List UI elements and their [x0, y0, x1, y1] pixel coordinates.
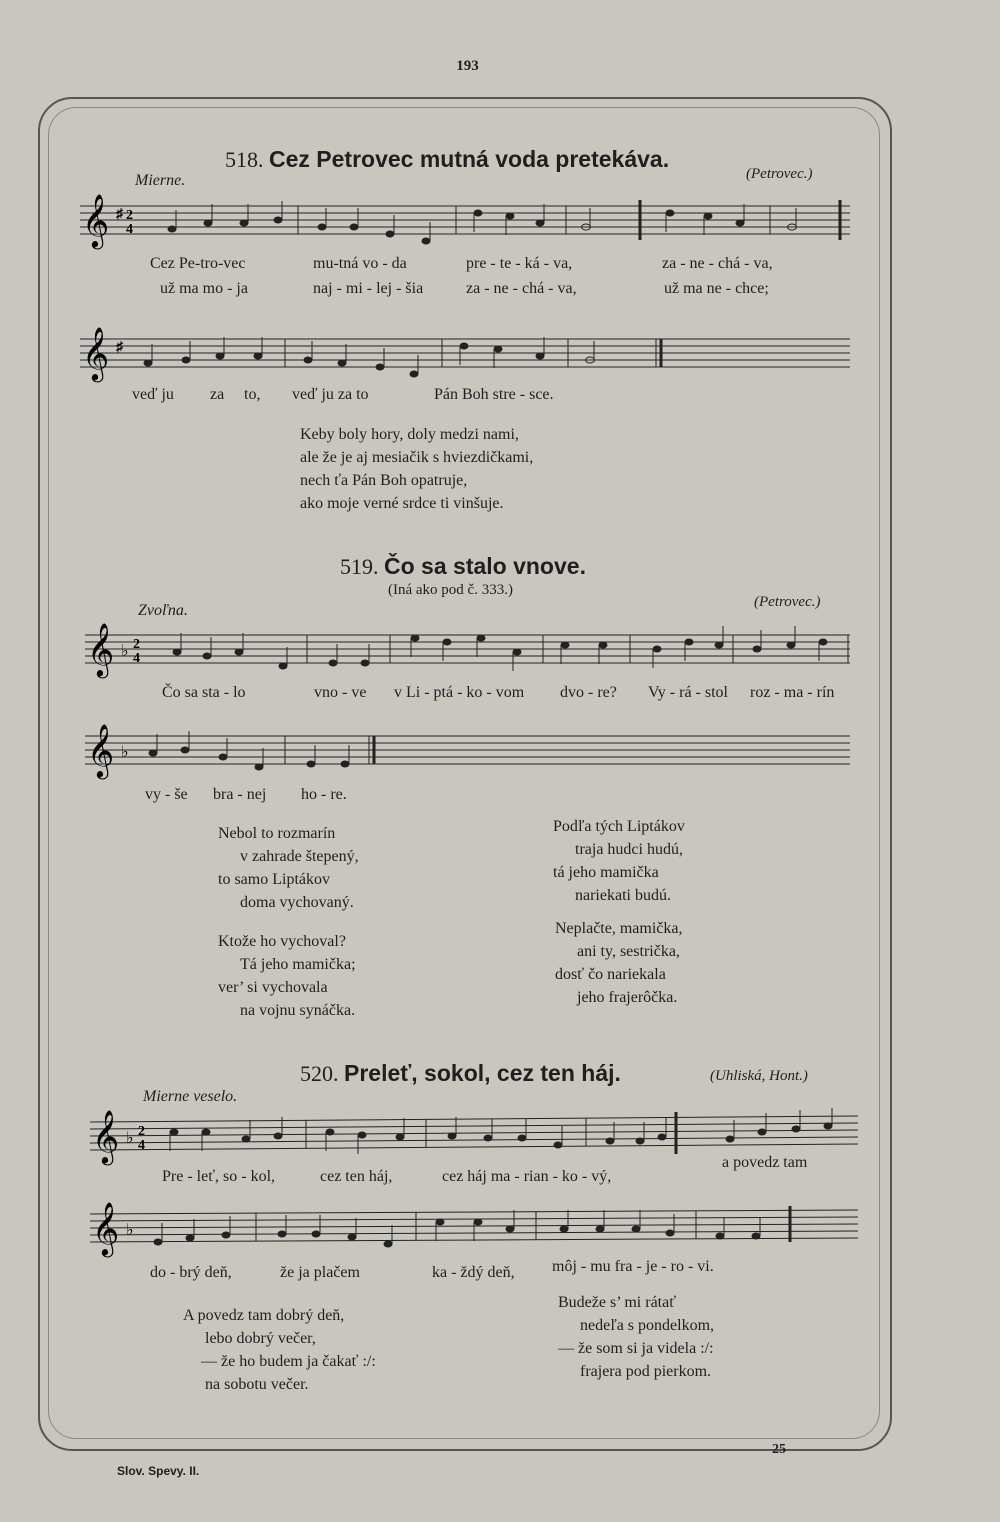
svg-text:♭: ♭	[121, 643, 129, 660]
song-519-verse-4	[555, 917, 683, 1009]
song-519-verse-1	[218, 822, 359, 914]
lyric-syllables: do - brý deň,	[150, 1264, 232, 1281]
verse-line: Podľa tých Liptákov	[553, 818, 685, 835]
verse-line: dosť čo nariekala	[555, 966, 666, 983]
verse-line: nariekati budú.	[575, 887, 671, 904]
song-520-heading	[300, 1060, 621, 1087]
lyric-syllables: veď ju	[132, 386, 174, 403]
verse-line: jeho frajerôčka.	[577, 989, 678, 1006]
verse-line: tá jeho mamička	[553, 864, 659, 881]
song-518-verse-1	[300, 423, 533, 515]
song-518-origin: (Petrovec.)	[746, 166, 813, 182]
verse-line: lebo dobrý večer,	[205, 1330, 316, 1347]
lyric-syllables: ka - ždý deň,	[432, 1264, 515, 1281]
verse-line: Tá jeho mamička;	[240, 956, 356, 973]
verse-line: — že som si ja videla :/:	[558, 1340, 714, 1357]
lyric-syllables: že ja plačem	[280, 1264, 360, 1281]
svg-text:𝄞: 𝄞	[92, 1201, 120, 1255]
song-518-tempo: Mierne.	[135, 172, 186, 189]
lyric-syllables: ho - re.	[301, 786, 347, 803]
lyric-syllables: Čo sa sta - lo	[162, 684, 246, 701]
lyric-syllables: Vy - rá - stol	[648, 684, 728, 701]
lyric-syllables: vy - še	[145, 786, 188, 803]
lyric-syllables: bra - nej	[213, 786, 267, 803]
song-519-tempo: Zvoľna.	[138, 602, 188, 619]
lyric-syllables: roz - ma - rín	[750, 684, 835, 701]
verse-line: ani ty, sestrička,	[577, 943, 680, 960]
song-519-origin: (Petrovec.)	[754, 594, 821, 610]
song-518-staff-2	[80, 325, 850, 385]
verse-line: Nebol to rozmarín	[218, 825, 336, 842]
lyric-syllables: Cez Pe-tro-vec	[150, 255, 246, 272]
song-519-subtitle: (Iná ako pod č. 333.)	[388, 582, 513, 598]
verse-line: Neplačte, mamička,	[555, 920, 683, 937]
verse-line: nedeľa s pondelkom,	[580, 1317, 715, 1334]
svg-text:♯: ♯	[116, 207, 123, 222]
lyric-syllables: Pre - leť, so - kol,	[162, 1168, 276, 1185]
verse-line: nech ťa Pán Boh opatruje,	[300, 472, 468, 489]
svg-text:𝄞: 𝄞	[92, 1109, 120, 1163]
verse-line: to samo Liptákov	[218, 871, 330, 888]
lyric-syllables: vno - ve	[314, 684, 367, 701]
lyric-syllables: pre - te - ká - va,	[466, 255, 573, 272]
svg-text:𝄞: 𝄞	[87, 723, 115, 777]
svg-text:2: 2	[126, 208, 133, 223]
song-520-title: Preleť, sokol, cez ten háj.	[344, 1060, 621, 1086]
song-520-origin: (Uhliská, Hont.)	[710, 1068, 808, 1084]
page-number: 193	[456, 58, 479, 74]
footer-book-title: Slov. Spevy. II.	[117, 1464, 200, 1478]
verse-line: ale že je aj mesiačik s hviezdičkami,	[300, 449, 534, 466]
lyric-syllables: naj - mi - lej - šia	[313, 280, 424, 297]
song-519-verse-3	[553, 815, 685, 907]
footer-sheet-number: 25	[772, 1442, 786, 1457]
lyric-syllables: v Li - ptá - ko - vom	[394, 684, 525, 701]
svg-text:𝄞: 𝄞	[82, 326, 110, 380]
lyric-syllables: za - ne - chá - va,	[662, 255, 773, 272]
svg-text:4: 4	[126, 222, 133, 237]
verse-line: Keby boly hory, doly medzi nami,	[300, 426, 519, 443]
song-519-number: 519.	[340, 554, 379, 579]
verse-line: frajera pod pierkom.	[580, 1363, 712, 1380]
lyric-syllables: mu-tná vo - da	[313, 255, 407, 272]
lyric-syllables: Pán Boh stre - sce.	[434, 386, 554, 403]
lyric-syllables: to,	[244, 386, 261, 403]
song-520-staff-2	[90, 1200, 860, 1260]
svg-text:𝄞: 𝄞	[82, 193, 110, 247]
song-518-title: Cez Petrovec mutná voda pretekáva.	[269, 146, 670, 172]
song-520-tempo: Mierne veselo.	[143, 1088, 238, 1105]
verse-line: traja hudci hudú,	[575, 841, 683, 858]
svg-text:♭: ♭	[126, 1222, 134, 1239]
verse-line: ver’ si vychovala	[218, 979, 328, 996]
lyric-syllables: veď ju za to	[292, 386, 369, 403]
verse-line: — že ho budem ja čakať :/:	[201, 1353, 376, 1370]
song-520-verse-1	[183, 1304, 376, 1396]
lyric-syllables: a povedz tam	[722, 1154, 808, 1171]
song-520-number: 520.	[300, 1061, 339, 1086]
lyric-syllables: dvo - re?	[560, 684, 617, 701]
song-520-verse-2	[558, 1291, 714, 1383]
svg-text:2: 2	[138, 1124, 145, 1139]
verse-line: Ktože ho vychoval?	[218, 933, 346, 950]
lyric-syllables: cez ten háj,	[320, 1168, 393, 1185]
song-518-staff-1	[80, 192, 850, 252]
verse-line: doma vychovaný.	[240, 894, 354, 911]
verse-line: A povedz tam dobrý deň,	[183, 1307, 345, 1324]
lyric-syllables: už ma mo - ja	[160, 280, 248, 297]
lyric-syllables: cez háj ma - rian - ko - vý,	[442, 1168, 612, 1185]
song-518-heading	[225, 146, 669, 173]
song-518-number: 518.	[225, 147, 264, 172]
song-519-heading	[340, 553, 586, 580]
svg-text:♭: ♭	[121, 744, 129, 761]
svg-text:4: 4	[133, 651, 140, 666]
lyric-syllables: už ma ne - chce;	[664, 280, 769, 297]
verse-line: na vojnu synáčka.	[240, 1002, 356, 1019]
verse-line: ako moje verné srdce ti vinšuje.	[300, 495, 504, 512]
verse-line: Budeže s’ mi rátať	[558, 1294, 677, 1311]
svg-text:♯: ♯	[116, 340, 123, 355]
song-519-staff-1	[85, 621, 855, 681]
song-519-staff-2	[85, 722, 855, 782]
svg-text:𝄞: 𝄞	[87, 622, 115, 676]
svg-text:2: 2	[133, 637, 140, 652]
lyric-syllables: za	[210, 386, 225, 403]
song-519-verse-2	[218, 930, 356, 1022]
verse-line: na sobotu večer.	[205, 1376, 309, 1393]
svg-text:4: 4	[138, 1138, 145, 1153]
lyric-syllables: môj - mu fra - je - ro - vi.	[552, 1258, 714, 1275]
song-519-title: Čo sa stalo vnove.	[384, 553, 586, 579]
verse-line: v zahrade štepený,	[240, 848, 359, 865]
svg-text:♭: ♭	[126, 1130, 134, 1147]
lyric-syllables: za - ne - chá - va,	[466, 280, 577, 297]
